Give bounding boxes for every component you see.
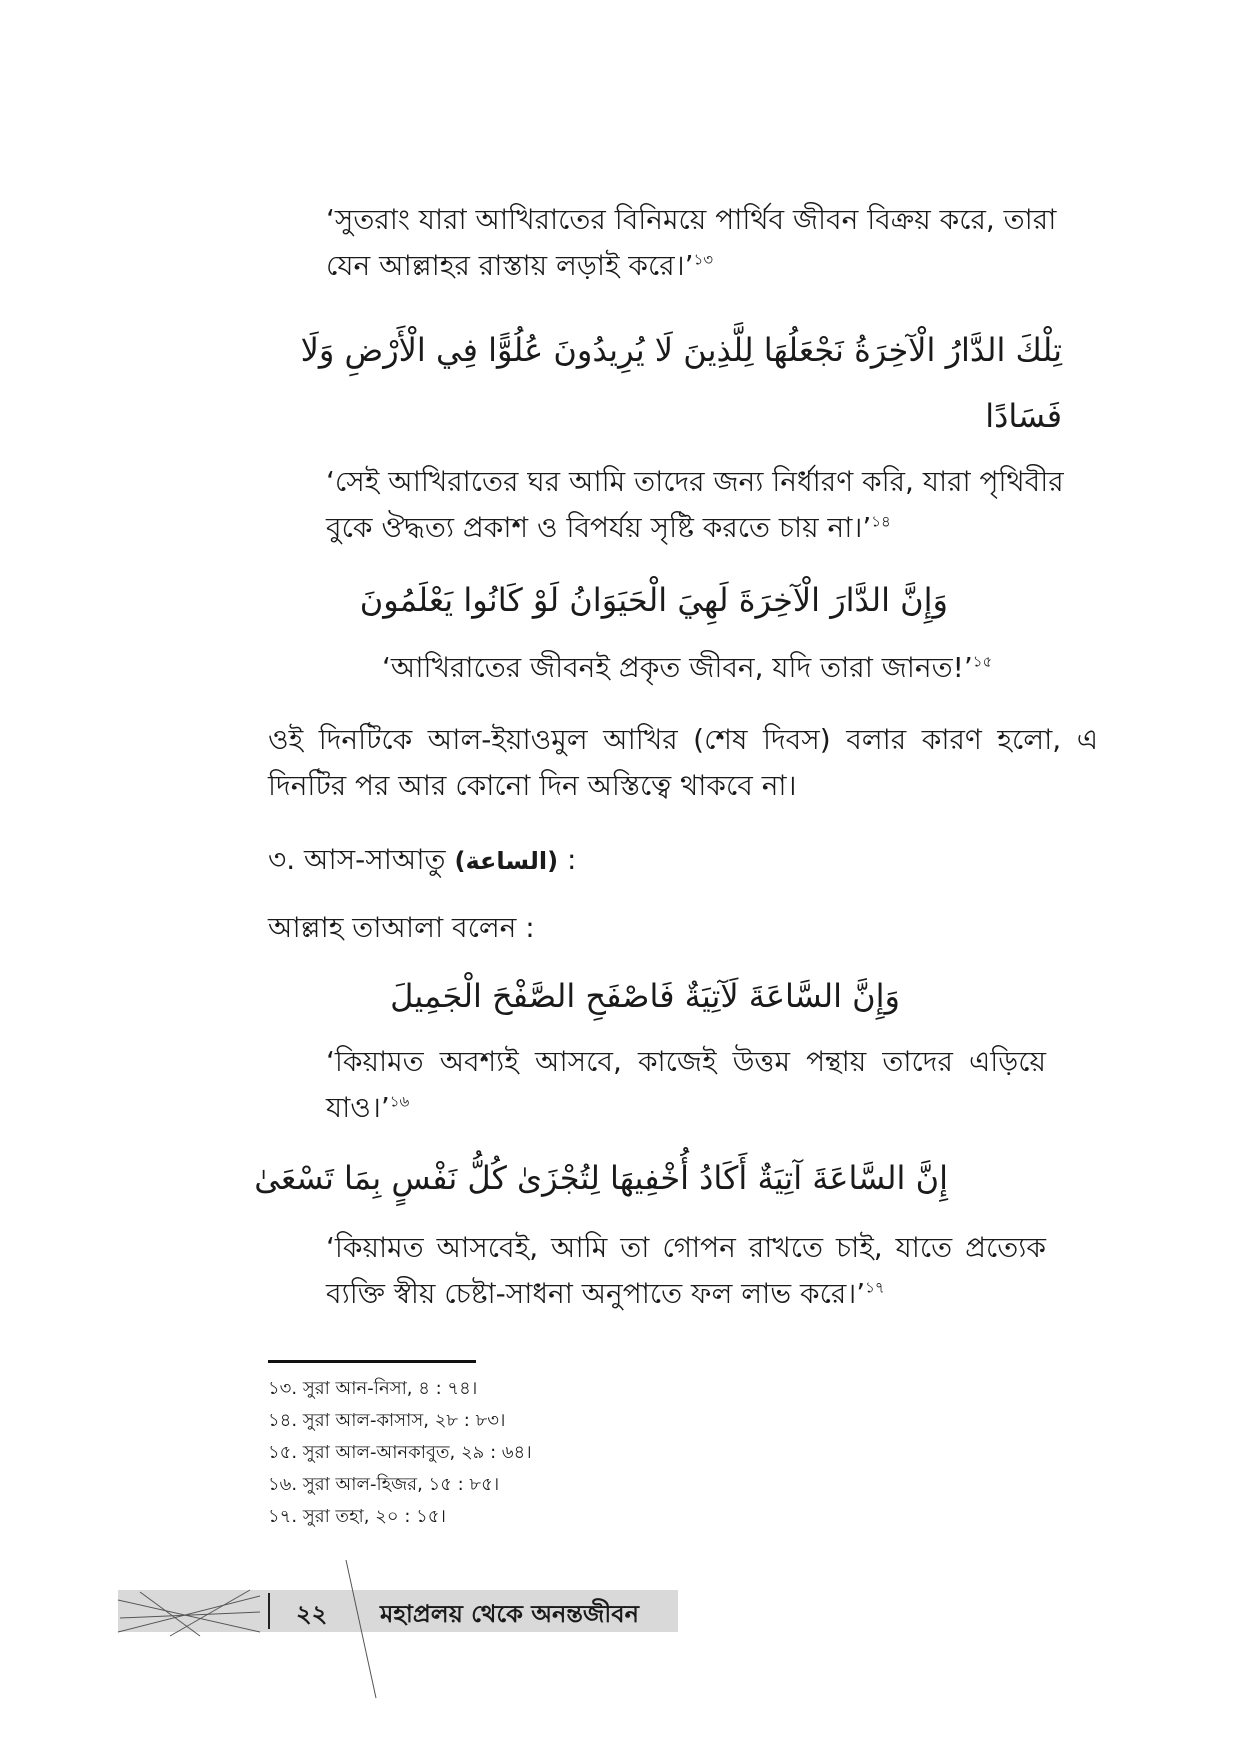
quote-3-line-1: ‘আখিরাতের জীবনই প্রকৃত জীবন, যদি তারা জানত!’$^{১৫}$ — [382, 651, 993, 684]
quote-5-ref: ১৭ — [865, 1278, 885, 1297]
quote-4-line-2: যাও।’$^{১৬}$ — [326, 1091, 410, 1124]
arabic-verse-3: وَإِنَّ السَّاعَةَ لَآتِيَةٌ فَاصْفَحِ الصَّفْحَ الْجَمِيلَ — [390, 977, 900, 1015]
footer-book-title: মহাপ্রলয় থেকে অনন্তজীবন — [380, 1600, 639, 1628]
quote-4-ref: ১৬ — [389, 1092, 410, 1111]
footer-decoration-lines — [110, 1560, 390, 1700]
quote-2-line-1: ‘সেই আখিরাতের ঘর আমি তাদের জন্য নির্ধারণ করি, যারা পৃথিবীর — [326, 465, 1064, 498]
intro-line: আল্লাহ তাআলা বলেন : — [268, 911, 535, 944]
quote-1-ref: ১৩ — [693, 250, 714, 269]
footnote-13: ১৩. সুরা আন-নিসা, ৪ : ৭৪। — [268, 1378, 478, 1399]
footnote-15: ১৫. সুরা আল-আনকাবুত, ২৯ : ৬৪। — [268, 1442, 532, 1463]
quote-2-line-2: বুকে ঔদ্ধত্য প্রকাশ ও বিপর্যয় সৃষ্টি করতে চায় না।’$^{১৪}$ — [326, 511, 891, 544]
quote-5-line-2: ব্যক্তি স্বীয় চেষ্টা-সাধনা অনুপাতে ফল লাভ করে।’$^{১৭}$ — [326, 1277, 885, 1310]
arabic-verse-4: إِنَّ السَّاعَةَ آتِيَةٌ أَكَادُ أُخْفِيهَا لِتُجْزَىٰ كُلُّ نَفْسٍ بِمَا تَسْعَىٰ — [254, 1159, 948, 1197]
section-title: আস-সাআতু — [304, 843, 446, 876]
quote-3-ref: ১৫ — [972, 652, 993, 671]
section-heading — [268, 838, 576, 883]
arabic-verse-1-line-2: فَسَادًا — [985, 397, 1062, 435]
paragraph-1-line-2: দিনটির পর আর কোনো দিন অস্তিত্বে থাকবে না। — [268, 769, 797, 802]
section-title-arabic: (الساعة) — [454, 847, 559, 875]
quote-1-line-2: যেন আল্লাহর রাস্তায় লড়াই করে।’$^{১৩}$ — [326, 249, 714, 282]
footnote-17: ১৭. সুরা তহা, ২০ : ১৫। — [268, 1506, 446, 1527]
quote-2-ref: ১৪ — [871, 512, 891, 531]
quote-1-line-1: ‘সুতরাং যারা আখিরাতের বিনিময়ে পার্থিব জীবন বিক্রয় করে, তারা — [326, 203, 1057, 236]
paragraph-1-line-1: ওই দিনটিকে আল-ইয়াওমুল আখির (শেষ দিবস) বলার কারণ হলো, এ — [268, 723, 1098, 756]
footer-divider — [268, 1593, 270, 1629]
footnote-14: ১৪. সুরা আল-কাসাস, ২৮ : ৮৩। — [268, 1410, 506, 1431]
footnote-rule — [268, 1360, 476, 1363]
arabic-verse-2: وَإِنَّ الدَّارَ الْآخِرَةَ لَهِيَ الْحَيَوَانُ لَوْ كَانُوا يَعْلَمُونَ — [359, 581, 948, 619]
arabic-verse-1-line-1: تِلْكَ الدَّارُ الْآخِرَةُ نَجْعَلُهَا لِلَّذِينَ لَا يُرِيدُونَ عُلُوًّا فِي الْأَرْضِ وَلَا — [300, 331, 1062, 369]
section-number: ৩. — [268, 843, 296, 876]
footnote-16: ১৬. সুরা আল-হিজর, ১৫ : ৮৫। — [268, 1474, 500, 1495]
section-colon: : — [566, 843, 577, 876]
footer-page-number: ২২ — [296, 1600, 328, 1628]
quote-4-line-1: ‘কিয়ামত অবশ্যই আসবে, কাজেই উত্তম পন্থায় তাদের এড়িয়ে — [326, 1045, 1046, 1078]
quote-5-line-1: ‘কিয়ামত আসবেই, আমি তা গোপন রাখতে চাই, যাতে প্রত্যেক — [326, 1231, 1046, 1264]
